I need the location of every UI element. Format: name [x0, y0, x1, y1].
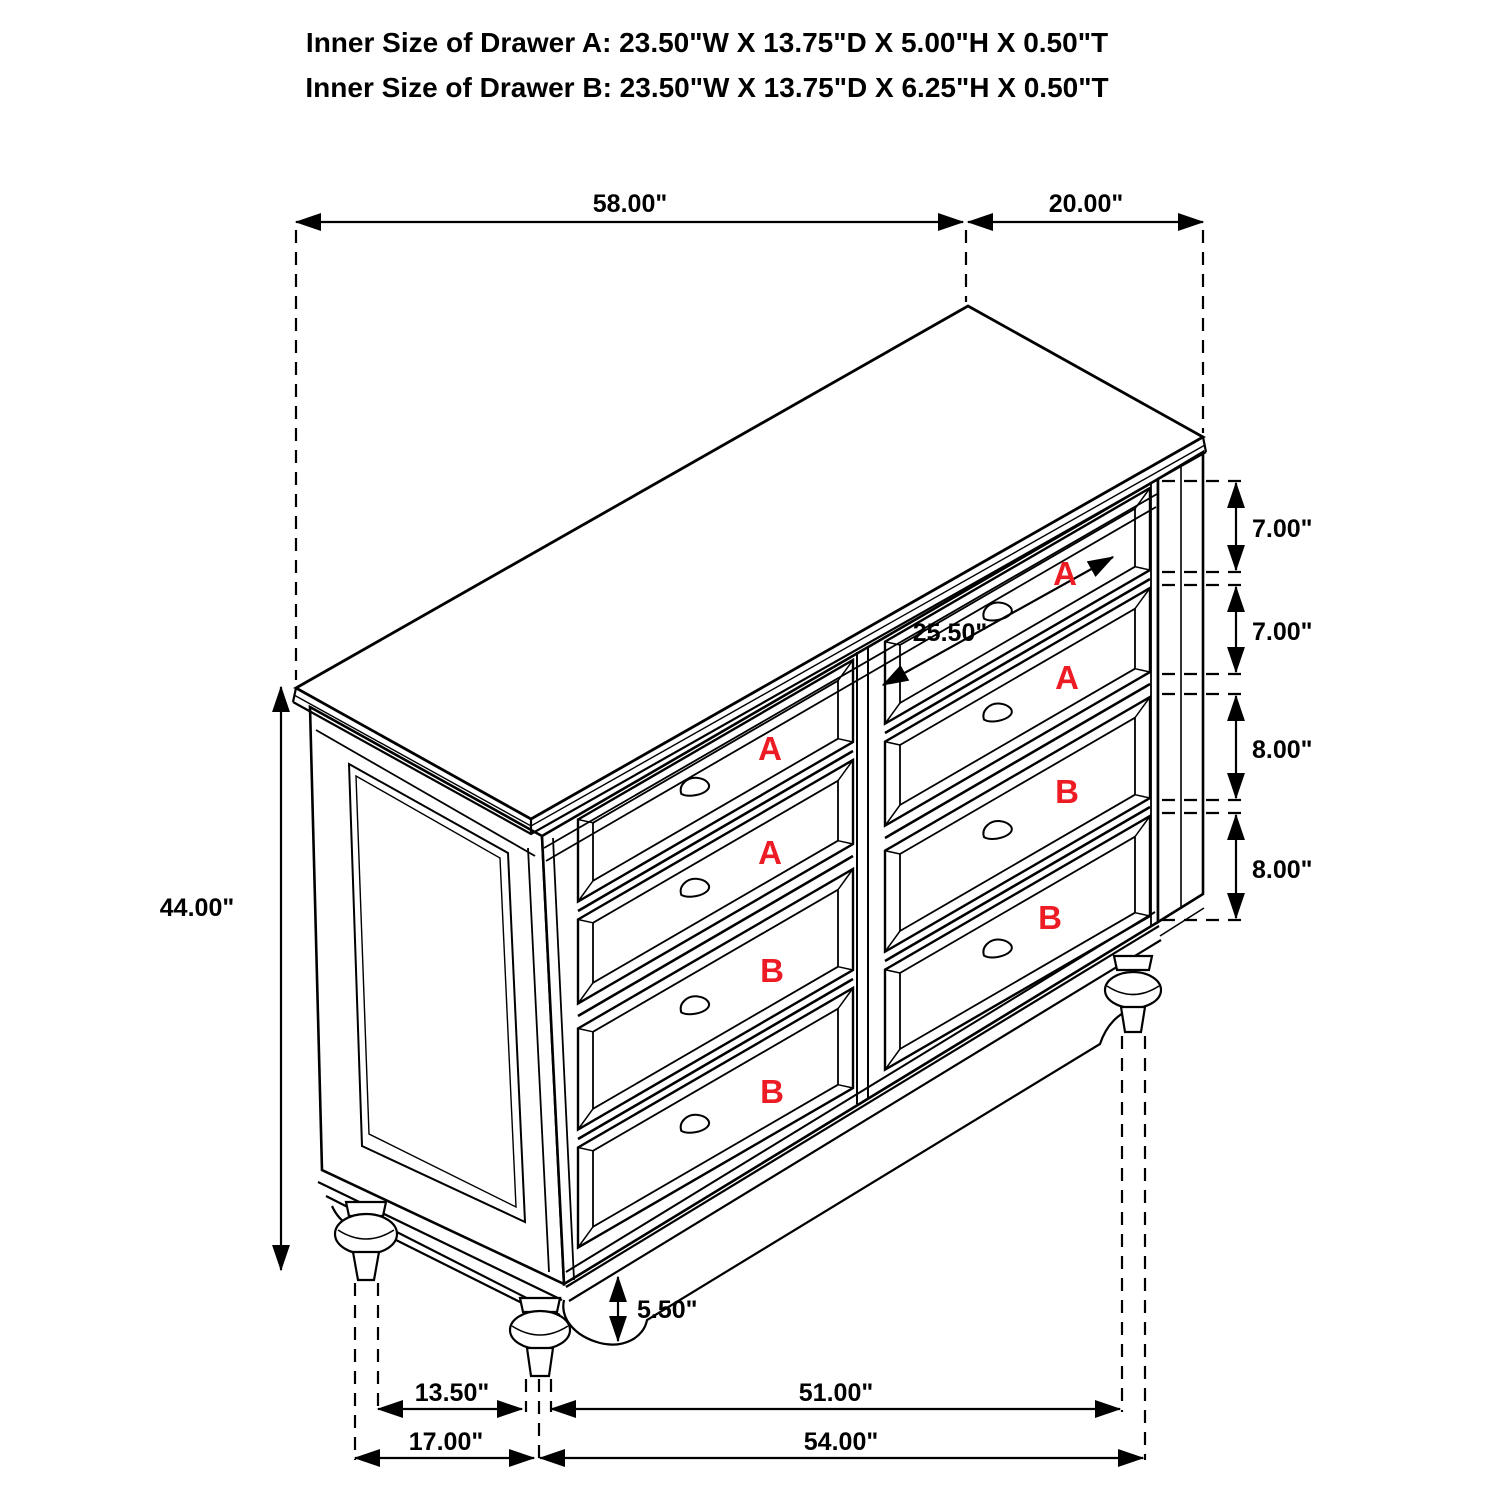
dim-label-drawer-width: 25.50": [912, 619, 988, 647]
drawer-label-right-2: A: [1055, 659, 1079, 696]
dim-label-top-width: 58.00": [592, 190, 668, 218]
extension-line: [1122, 1036, 1145, 1460]
dim-label-row3: 8.00": [1252, 736, 1313, 764]
title-line-2: Inner Size of Drawer B: 23.50"W X 13.75"D X 6.25"H X 0.50"T: [305, 72, 1109, 103]
drawer-label-right-4: B: [1038, 899, 1062, 936]
dim-label-row4: 8.00": [1252, 856, 1313, 884]
drawer-label-left-4: B: [760, 1073, 784, 1110]
dim-label-leg-height: 5.50": [637, 1296, 698, 1324]
dim-label-height: 44.00": [159, 894, 235, 922]
drawer-label-left-2: A: [758, 834, 782, 871]
dim-label-top-depth: 20.00": [1048, 190, 1124, 218]
extension-line: [526, 1379, 551, 1460]
drawer-label-left-3: B: [760, 952, 784, 989]
dim-label-13-50: 13.50": [414, 1379, 490, 1407]
drawer-label-right-1: A: [1053, 555, 1077, 592]
dresser-drawing: [293, 306, 1206, 1376]
dim-label-54-00: 54.00": [803, 1428, 879, 1456]
back-left-leg: [335, 1202, 397, 1280]
dim-label-17-00: 17.00": [408, 1428, 484, 1456]
right-side: [1158, 452, 1203, 922]
drawer-label-right-3: B: [1055, 773, 1079, 810]
front-left-leg: [510, 1298, 570, 1376]
drawer-label-left-1: A: [758, 730, 782, 767]
extension-line: [355, 1283, 378, 1460]
dim-label-51-00: 51.00": [798, 1379, 874, 1407]
dim-label-row2: 7.00": [1252, 618, 1313, 646]
title-line-1: Inner Size of Drawer A: 23.50"W X 13.75"D X 5.00"H X 0.50"T: [305, 27, 1109, 58]
dim-label-row1: 7.00": [1252, 515, 1313, 543]
